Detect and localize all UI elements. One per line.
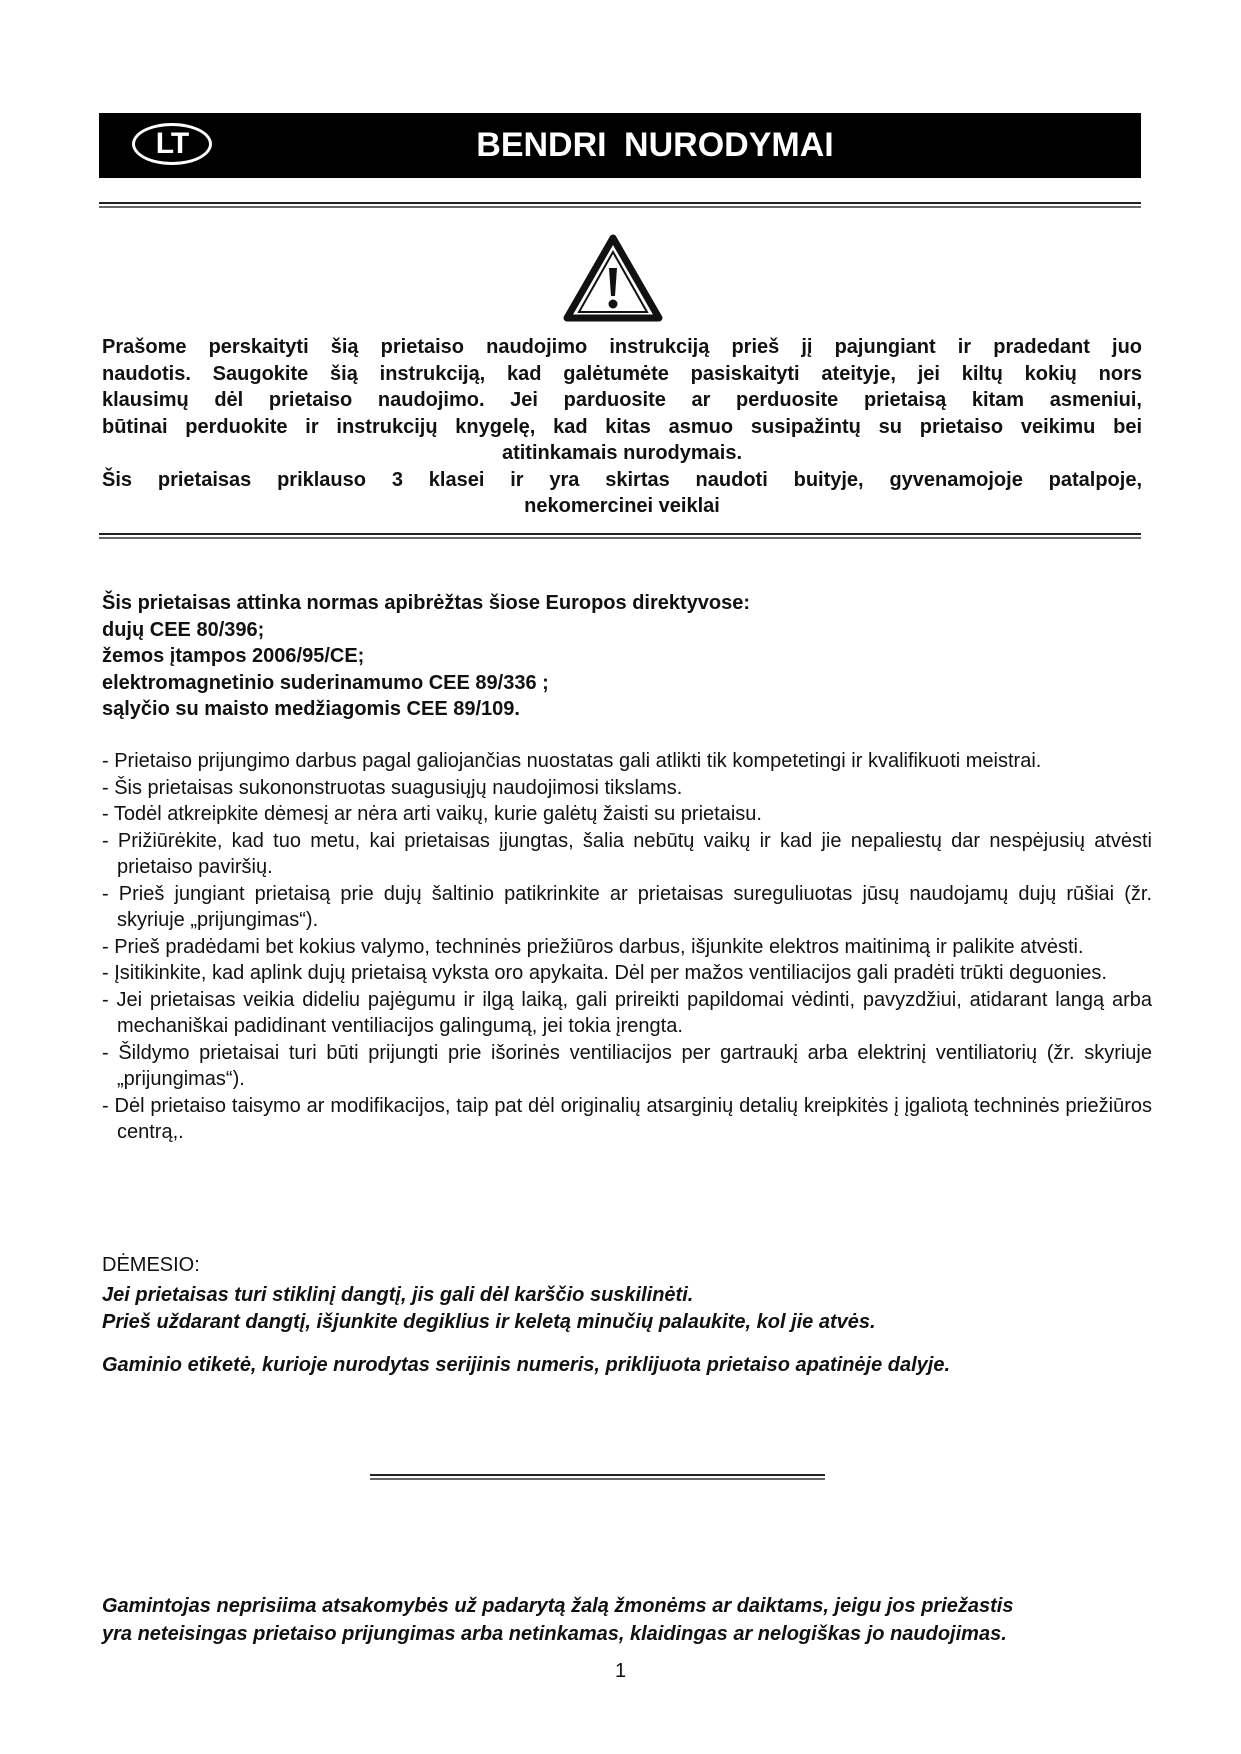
divider-short xyxy=(370,1474,825,1476)
intro-line: nekomercinei veiklai xyxy=(524,495,720,517)
intro-line: atitinkamais nurodymais. xyxy=(501,442,743,464)
list-item: - Prieš jungiant prietaisą prie dujų šaltinio patikrinkite ar prietaisas sureguliuotas jūsų naudojamų dujų rūšiai (žr. skyriuje „prijungimas“). xyxy=(102,881,1152,934)
label-note: Gaminio etiketė, kurioje nurodytas serijinis numeris, priklijuota prietaiso apatinėje dalyje. xyxy=(102,1354,951,1376)
disclaimer-line: Gamintojas neprisiima atsakomybės už padarytą žalą žmonėms ar daiktams, jeigu jos priežastis xyxy=(102,1595,1014,1617)
directive-item: elektromagnetinio suderinamumo CEE 89/336 ; xyxy=(102,671,549,694)
directive-item: žemos įtampos 2006/95/CE; xyxy=(102,645,365,667)
intro-paragraph xyxy=(102,334,1142,520)
intro-line: klausimų dėl prietaiso naudojimo. Jei parduosite ar perduosite prietaisą kitam asmeniui, xyxy=(102,389,1142,411)
warning-triangle-icon xyxy=(563,234,663,324)
directives-block xyxy=(102,590,1102,723)
list-item: - Prietaiso prijungimo darbus pagal galiojančias nuostatas gali atlikti tik kompetetingi ir kvalifikuoti meistrai. xyxy=(102,748,1152,775)
disclaimer-line: yra neteisingas prietaiso prijungimas arba netinkamas, klaidingas ar nelogiškas jo naudojimas. xyxy=(102,1623,1007,1645)
page-title: BENDRI NURODYMAI xyxy=(476,126,834,164)
divider-middle xyxy=(99,533,1141,535)
disclaimer xyxy=(102,1592,1152,1648)
attention-notes xyxy=(102,1282,1152,1335)
divider-top xyxy=(99,202,1141,204)
list-item: - Įsitikinkite, kad aplink dujų prietaisą vyksta oro apykaita. Dėl per mažos ventiliacijos gali pradėti trūkti deguonies. xyxy=(102,960,1152,987)
page-number: 1 xyxy=(614,1660,627,1682)
list-item: - Jei prietaisas veikia dideliu pajėgumu ir ilgą laiką, gali prireikti papildomai vėdinti, pavyzdžiui, atidarant langą arba mechaniškai padidinant ventiliacijos galingumą, jei tokia įrengta. xyxy=(102,987,1152,1040)
intro-line: būtinai perduokite ir instrukcijų knygelę, kad kitas asmuo susipažintų su prietaiso veikimu bei xyxy=(102,415,1142,438)
directive-item: sąlyčio su maisto medžiagomis CEE 89/109. xyxy=(102,698,520,720)
attention-heading: DĖMESIO: xyxy=(102,1254,200,1276)
intro-line: Šis prietaisas priklauso 3 klasei ir yra skirtas naudoti buityje, gyvenamojoje patalpoje, xyxy=(102,468,1142,491)
list-item: - Prižiūrėkite, kad tuo metu, kai prietaisas įjungtas, šalia nebūtų vaikų ir kad jie nepaliestų dar nespėjusių atvėsti prietaiso paviršių. xyxy=(102,828,1152,881)
list-item: - Prieš pradėdami bet kokius valymo, techninės priežiūros darbus, išjunkite elektros maitinimą ir palikite atvėsti. xyxy=(102,934,1152,961)
instructions-list xyxy=(102,748,1152,1146)
language-badge: LT xyxy=(132,123,212,165)
directives-heading: Šis prietaisas attinka normas apibrėžtas šiose Europos direktyvose: xyxy=(102,592,751,614)
list-item: - Šis prietaisas sukononstruotas suagusiųjų naudojimosi tikslams. xyxy=(102,775,1152,802)
attention-line: Prieš uždarant dangtį, išjunkite degiklius ir keletą minučių palaukite, kol jie atvės. xyxy=(102,1310,876,1333)
list-item: - Dėl prietaiso taisymo ar modifikacijos, taip pat dėl originalių atsarginių detalių kreipkitės į įgaliotą techninės priežiūros centrą,. xyxy=(102,1093,1152,1146)
list-item: - Todėl atkreipkite dėmesį ar nėra arti vaikų, kurie galėtų žaisti su prietaisu. xyxy=(102,801,1152,828)
attention-line: Jei prietaisas turi stiklinį dangtį, jis gali dėl karščio suskilinėti. xyxy=(102,1284,694,1306)
section-header xyxy=(99,113,1141,178)
intro-line: Prašome perskaityti šią prietaiso naudojimo instrukciją prieš jį pajungiant ir pradedant juo xyxy=(102,336,1142,358)
list-item: - Šildymo prietaisai turi būti prijungti prie išorinės ventiliacijos per gartraukį arba elektrinį ventiliatorių (žr. skyriuje „prijungimas“). xyxy=(102,1040,1152,1093)
intro-line: naudotis. Saugokite šią instrukciją, kad galėtumėte pasiskaityti ateityje, jei kiltų kokių nors xyxy=(102,362,1142,385)
directive-item: dujų CEE 80/396; xyxy=(102,618,265,641)
